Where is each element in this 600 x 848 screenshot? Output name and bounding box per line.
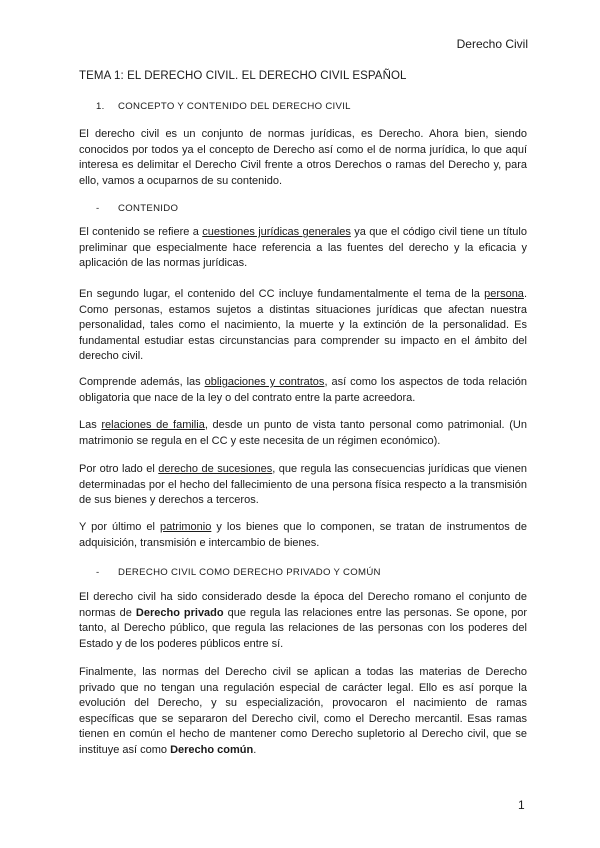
page-title: TEMA 1: EL DERECHO CIVIL. EL DERECHO CIVIL ESPAÑOL — [79, 70, 407, 82]
section-label: DERECHO CIVIL COMO DERECHO PRIVADO Y COMÚN — [118, 567, 381, 578]
section-heading-contenido — [96, 203, 178, 214]
page-number: 1 — [518, 798, 525, 812]
underlined-term: cuestiones jurídicas generales — [202, 226, 351, 238]
underlined-term: derecho de sucesiones — [158, 463, 273, 475]
paragraph-persona: En segundo lugar, el contenido del CC incluye fundamentalmente el tema de la persona. Como personas, estamos sujetos a distintas situaciones jurídicas que afectan nuestra personalidad, tales como el nacimiento, la muerte y la extinción de la personalidad. Es fundamental estudiar estas circunstancias para comprender su impacto en el ámbito del derecho civil. — [79, 288, 527, 362]
bold-term: Derecho privado — [135, 606, 224, 619]
paragraph-patrimonio: Y por último el patrimonio y los bienes que lo componen, se tratan de instrumentos de adquisición, transmisión e intercambio de bienes. — [79, 521, 527, 549]
section-label: CONCEPTO Y CONTENIDO DEL DERECHO CIVIL — [118, 101, 351, 112]
bold-term: Derecho común — [170, 743, 254, 756]
underlined-term: obligaciones y contratos — [204, 376, 325, 388]
paragraph-derecho-comun: Finalmente, las normas del Derecho civil se aplican a todas las materias de Derecho privado que no tengan una regulación especial de carácter legal. Ello es así porque la evolución del Derecho, y su especialización, provocaron el nacimiento de ramas específicas que se separaron del Derecho civil, como el Derecho mercantil. Esas ramas tienen en común el hecho de mantener como Derecho supletorio al Derecho civil, que se instituye así como Derecho común. — [79, 666, 527, 756]
paragraph-sucesiones: Por otro lado el derecho de sucesiones, que regula las consecuencias jurídicas que vienen determinadas por el hecho del fallecimiento de una persona física respecto a la transmisión de sus bienes y derechos a terceros. — [79, 463, 528, 506]
section-heading-concepto — [96, 101, 351, 112]
underlined-term: relaciones de familia — [101, 419, 205, 431]
paragraph-cuestiones-generales: El contenido se refiere a cuestiones jurídicas generales ya que el código civil tiene un título preliminar que especialmente hace referencia a las fuentes del derecho y la eficacia y aplicación de las normas jurídicas. — [79, 226, 527, 269]
bullet-dash: - — [96, 203, 100, 214]
paragraph-definition: El derecho civil es un conjunto de normas jurídicas, es Derecho. Ahora bien, siendo conocidos por todos ya el concepto de Derecho así como el de norma jurídica, lo que aquí interesa es delimitar el Derecho Civil frente a otros Derechos o ramas del Derecho y, para ello, vamos a ocuparnos de su contenido. — [79, 128, 527, 187]
paragraph-familia: Las relaciones de familia, desde un punto de vista tanto personal como patrimonial. (Un matrimonio se regula en el CC y este necesita de un régimen económico). — [79, 419, 527, 447]
underlined-term: persona — [484, 288, 524, 300]
paragraph-derecho-privado: El derecho civil ha sido considerado desde la época del Derecho romano el conjunto de normas de Derecho privado que regula las relaciones entre las personas. Se opone, por tanto, al Derecho público, que regula las relaciones de las personas con los poderes del Estado y de los poderes públicos entre sí. — [79, 591, 527, 650]
running-header: Derecho Civil — [456, 37, 528, 51]
bullet-dash: - — [96, 567, 100, 578]
section-label: CONTENIDO — [118, 203, 179, 214]
paragraph-obligaciones: Comprende además, las obligaciones y contratos, así como los aspectos de toda relación obligatoria que nace de la ley o del contrato entre la parte acreedora. — [79, 376, 528, 404]
section-number: 1. — [96, 101, 105, 112]
underlined-term: patrimonio — [160, 521, 212, 533]
section-heading-derecho-privado — [96, 567, 381, 578]
